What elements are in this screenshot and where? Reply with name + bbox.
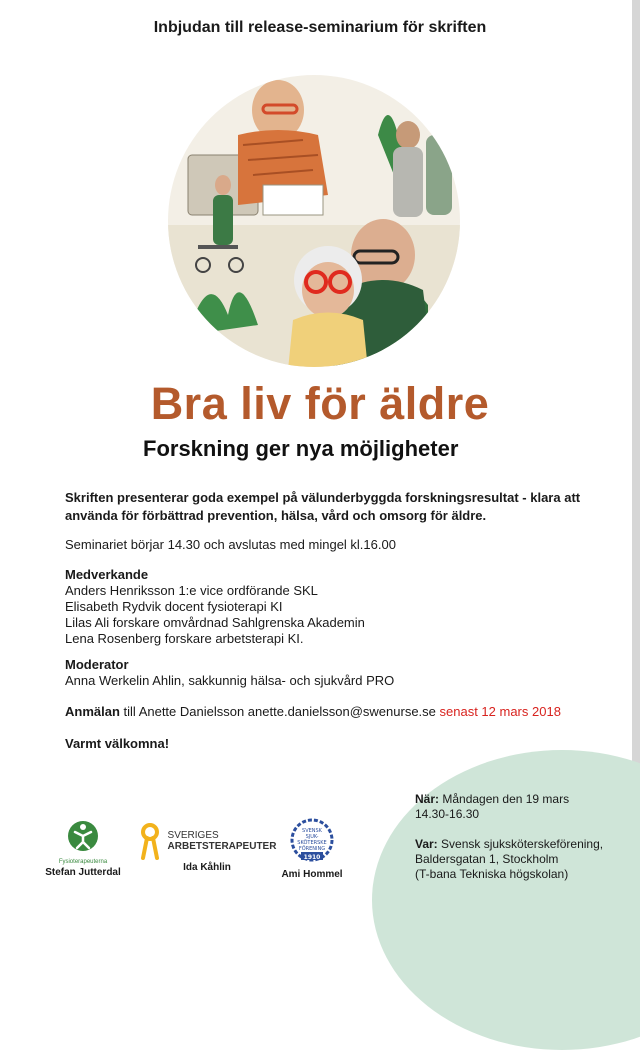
seal-text: SKÖTERSKE: [297, 840, 327, 846]
moderator-name: Anna Werkelin Ahlin, sakkunnig hälsa- och sjukvård PRO: [65, 673, 395, 688]
welcome-text: Varmt välkomna!: [65, 736, 170, 751]
arbetsterapeuter-line1: SVERIGES: [167, 830, 219, 841]
participant-item: Lena Rosenberg forskare arbetsterapi KI.: [65, 631, 304, 646]
invitation-header: Inbjudan till release-seminarium för skriften: [153, 19, 487, 36]
seminar-time: Seminariet börjar 14.30 och avslutas med mingel kl.16.00: [65, 537, 396, 552]
when-label: När:: [415, 792, 440, 806]
participants-heading: Medverkande: [65, 567, 149, 582]
where-label: Var:: [415, 837, 438, 851]
registration-text: till Anette Danielsson anette.danielsson@swenurse.se: [119, 704, 440, 719]
registration-deadline: senast 12 mars 2018: [439, 704, 561, 719]
logo-arbetsterapeuter: [127, 822, 287, 873]
moderator-section: [65, 657, 585, 689]
illustration-elderly-people: [168, 75, 460, 367]
svensk-sjukskoterskeforening-logo-icon: [287, 818, 337, 862]
registration-line: [65, 704, 585, 720]
fysioterapeuterna-logo-icon: [61, 818, 105, 858]
seal-text: FÖRENING: [298, 846, 326, 852]
page-edge: [632, 0, 640, 890]
participants-section: [65, 567, 585, 647]
seal-year: 1910: [303, 854, 321, 861]
intro-paragraph: Skriften presenterar goda exempel på välunderbyggda forskningsresultat - klara att använda för förbättrad prevention, hälsa, vård och omsorg för äldre.: [65, 490, 581, 523]
participant-item: Anders Henriksson 1:e vice ordförande SKL: [65, 583, 318, 598]
subtitle: Forskning ger nya möjligheter: [143, 436, 459, 461]
seal-text: SJUK-: [305, 834, 319, 840]
logo-caption: Stefan Jutterdal: [45, 867, 121, 878]
moderator-heading: Moderator: [65, 657, 129, 672]
where-line2: Baldersgatan 1, Stockholm: [415, 852, 559, 866]
participant-item: Lilas Ali forskare omvårdnad Sahlgrenska Akademin: [65, 615, 365, 630]
where-text: Svensk sjuksköterskeförening,: [437, 837, 604, 851]
participant-item: Elisabeth Rydvik docent fysioterapi KI: [65, 599, 283, 614]
when-time: 14.30-16.30: [415, 807, 480, 821]
arbetsterapeuter-line2: ARBETSTERAPEUTER: [167, 841, 277, 852]
logo-sjukskoterskeforening: [272, 818, 352, 880]
fysioterapeuterna-text: Fysioterapeuterna: [58, 859, 108, 865]
where-line3: (T-bana Tekniska högskolan): [415, 867, 569, 881]
logo-caption: Ami Hommel: [281, 869, 343, 880]
event-where: [415, 837, 625, 882]
registration-label: Anmälan: [65, 704, 120, 719]
event-when: [415, 792, 625, 822]
logo-caption: Ida Kåhlin: [183, 862, 231, 873]
title: Bra liv för äldre: [150, 378, 490, 429]
seal-text: SVENSK: [302, 828, 322, 834]
sveriges-arbetsterapeuter-logo-icon: [138, 822, 162, 860]
logo-fysioterapeuterna: [38, 818, 128, 878]
when-text: Måndagen den 19 mars: [439, 792, 570, 806]
